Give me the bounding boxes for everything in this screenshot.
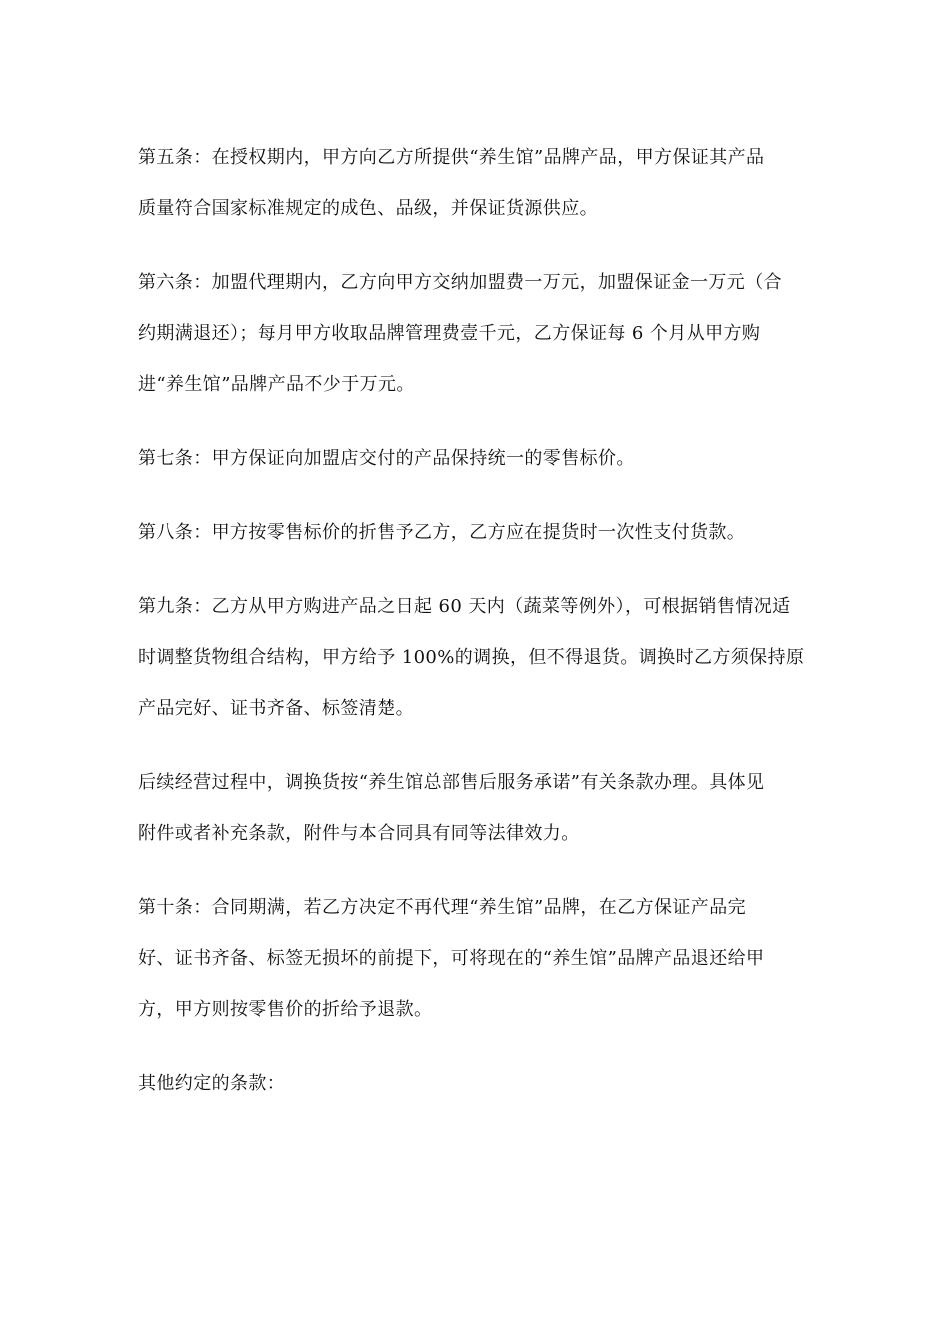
text-line: 质量符合国家标准规定的成色、品级，并保证货源供应。 [138, 198, 598, 219]
text-line: 第九条：乙方从甲方购进产品之日起 60 天内（蔬菜等例外），可根据销售情况适 [138, 596, 791, 617]
text-line: 约期满退还）；每月甲方收取品牌管理费壹千元，乙方保证每 6 个月从甲方购 [138, 323, 761, 344]
text-line: 第五条：在授权期内，甲方向乙方所提供“养生馆”品牌产品，甲方保证其产品 [138, 147, 765, 168]
text-line: 其他约定的条款： [138, 1073, 286, 1094]
text-line: 产品完好、证书齐备、标签清楚。 [138, 698, 414, 719]
text-line: 时调整货物组合结构，甲方给予 100%的调换，但不得退货。调换时乙方须保持原 [138, 647, 805, 668]
text-line: 好、证书齐备、标签无损坏的前提下，可将现在的“养生馆”品牌产品退还给甲 [138, 948, 765, 969]
text-line: 进“养生馆”品牌产品不少于万元。 [138, 374, 415, 395]
text-line: 后续经营过程中，调换货按“养生馆总部售后服务承诺”有关条款办理。具体见 [138, 772, 765, 793]
text-line: 方，甲方则按零售价的折给予退款。 [138, 999, 433, 1020]
text-line: 第八条：甲方按零售标价的折售予乙方，乙方应在提货时一次性支付货款。 [138, 522, 746, 543]
text-line: 第七条：甲方保证向加盟店交付的产品保持统一的零售标价。 [138, 448, 635, 469]
text-line: 第六条：加盟代理期内，乙方向甲方交纳加盟费一万元，加盟保证金一万元（合 [138, 272, 782, 293]
text-line: 第十条：合同期满，若乙方决定不再代理“养生馆”品牌，在乙方保证产品完 [138, 897, 747, 918]
text-line: 附件或者补充条款，附件与本合同具有同等法律效力。 [138, 823, 580, 844]
